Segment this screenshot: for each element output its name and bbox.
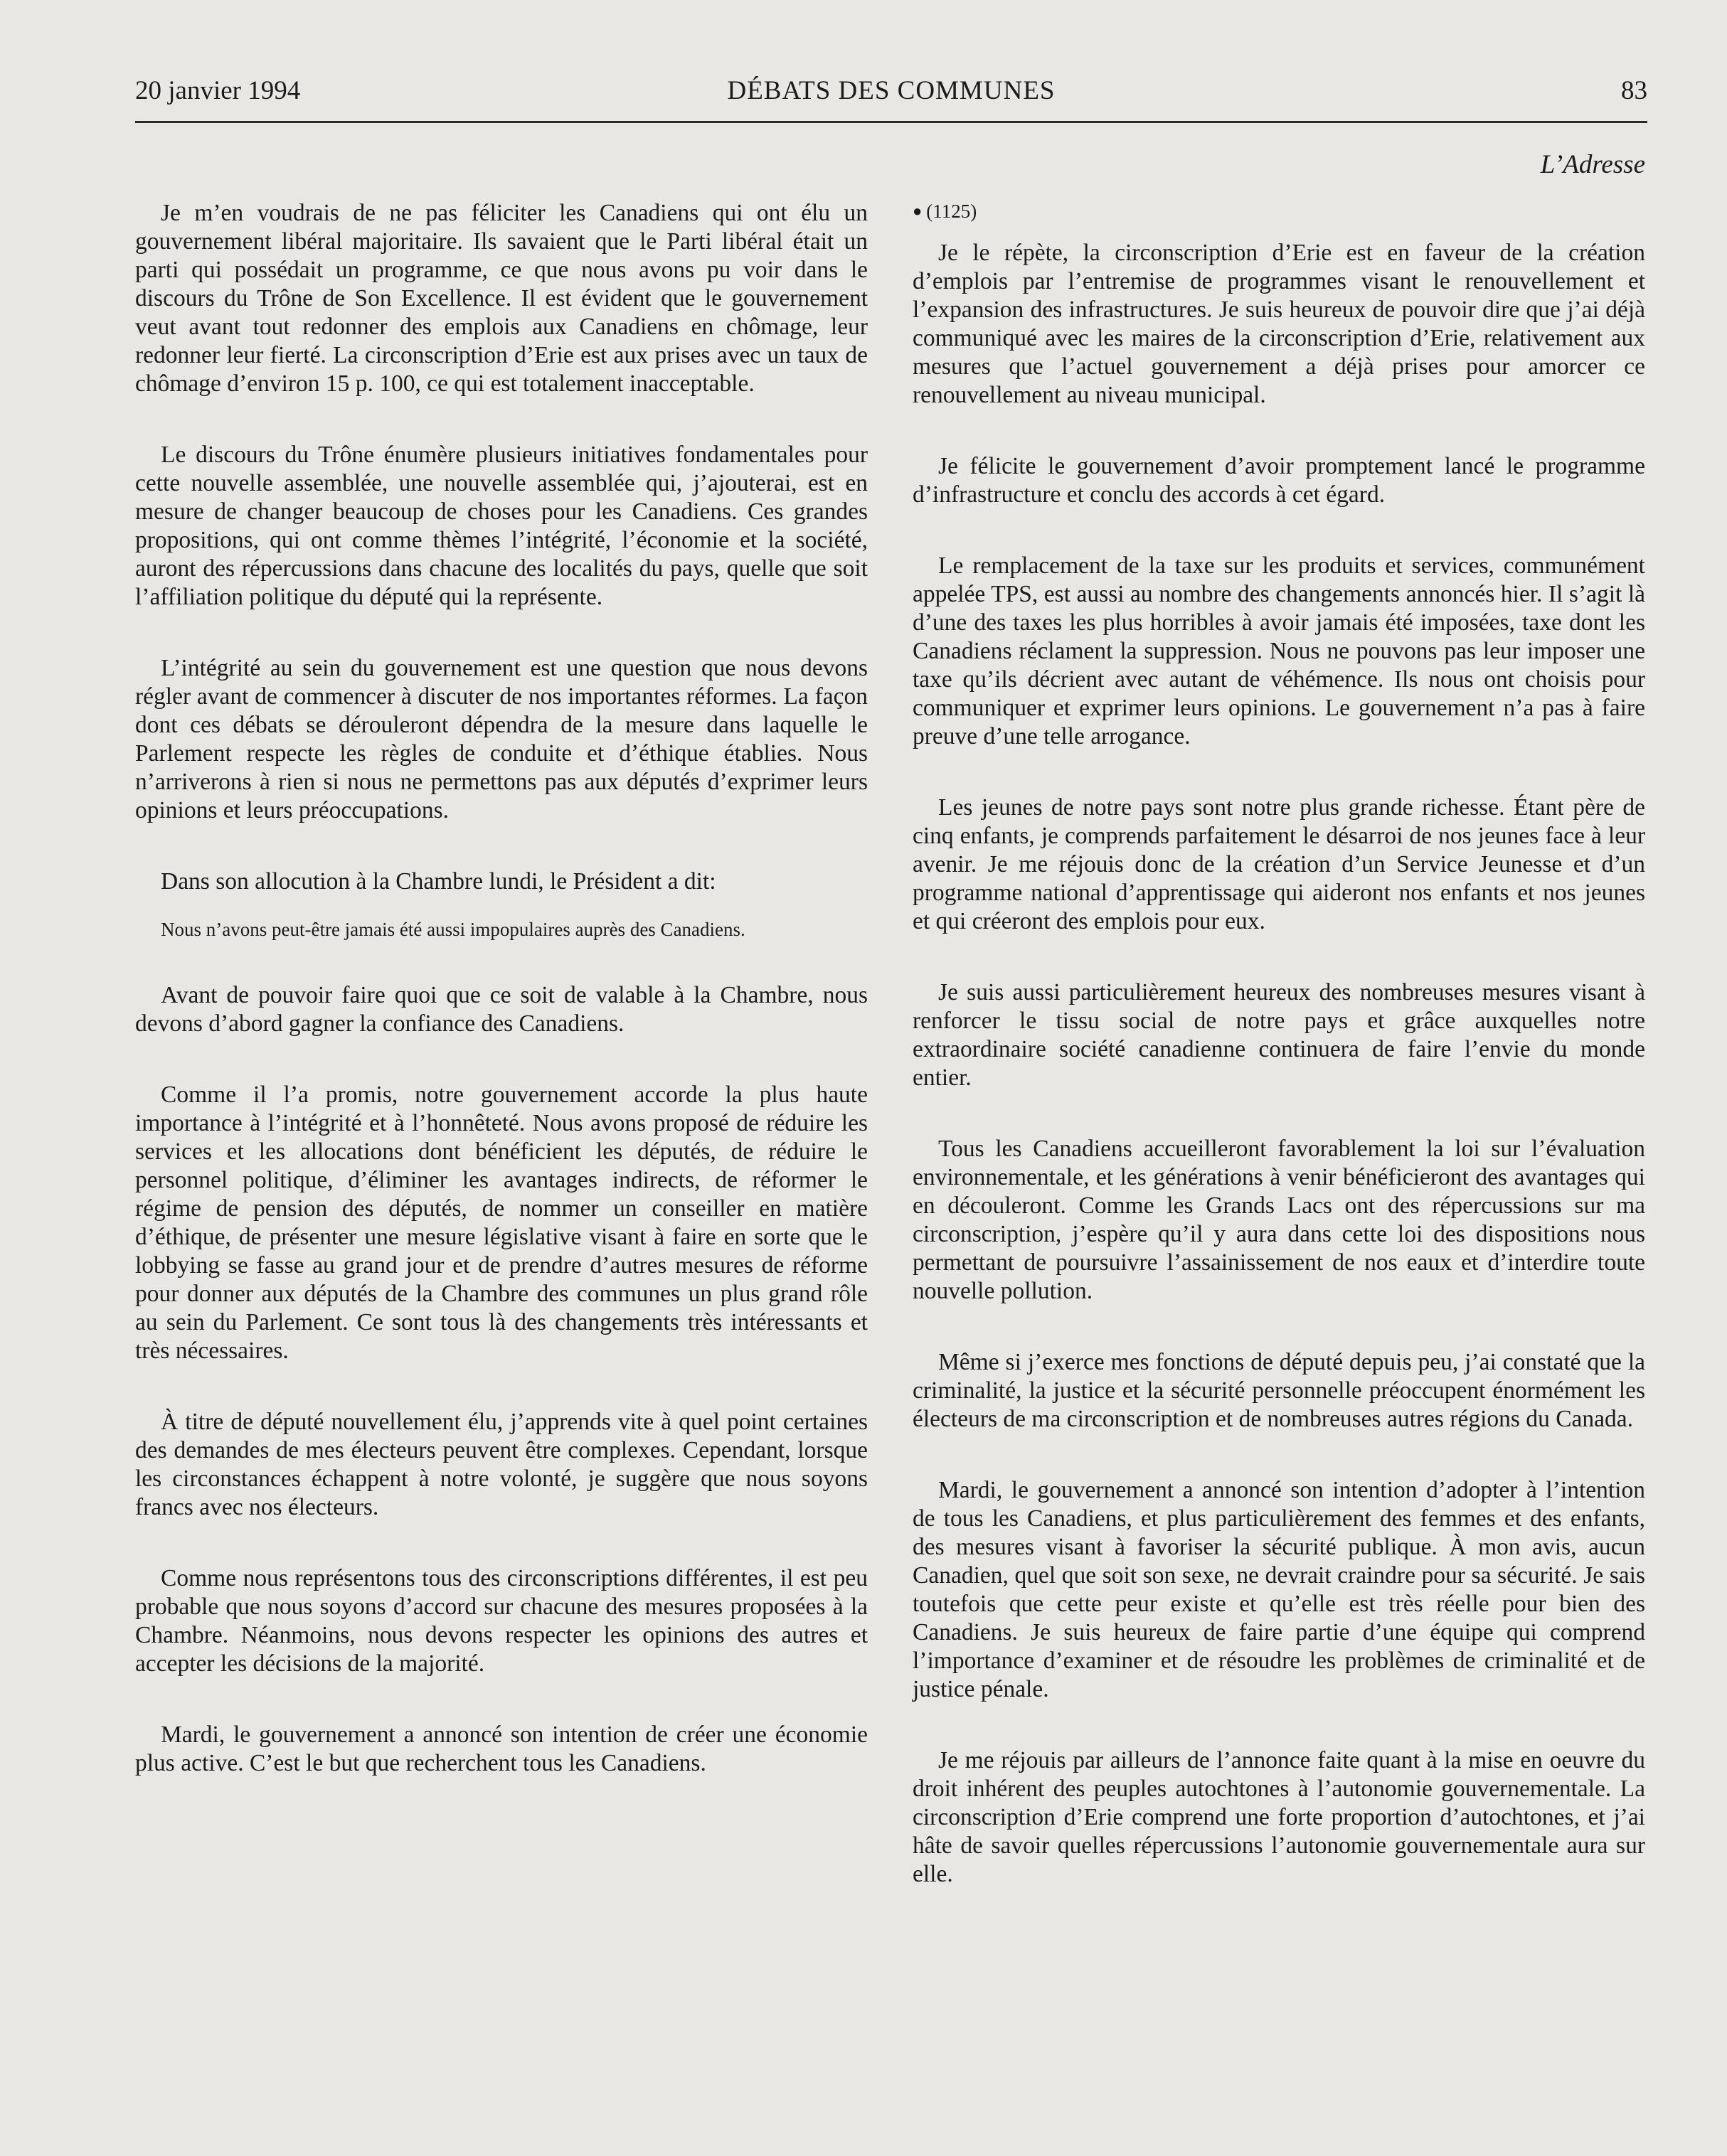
- block-quote: Nous n’avons peut-être jamais été aussi impopulaires auprès des Canadiens.: [161, 919, 745, 940]
- paragraph: Mardi, le gouvernement a annoncé son intention de créer une économie plus active. C’est le but que recherchent tous les Canadiens.: [135, 1722, 868, 1776]
- bullet-icon: ●: [913, 202, 923, 220]
- paragraph: Comme nous représentons tous des circonscriptions différentes, il est peu probable que nous soyons d’accord sur chacune des mesures proposées à la Chambre. Néanmoins, nous devons respecter les opinions des autres et accepter les décisions de la majorité.: [135, 1565, 868, 1677]
- page-header: [135, 71, 1647, 123]
- paragraph: À titre de député nouvellement élu, j’apprends vite à quel point certaines des demandes de mes électeurs peuvent être complexes. Cependant, lorsque les circonstances échappent à notre volonté, je suggère que nous soyons francs avec nos électeurs.: [135, 1409, 868, 1520]
- header-date: 20 janvier 1994: [135, 76, 301, 105]
- paragraph: L’intégrité au sein du gouvernement est une question que nous devons régler avant de commencer à discuter de nos importantes réformes. La façon dont ces débats se dérouleront dépendra de la mesure dans laquelle le Parlement respecte les règles de conduite et d’éthique établies. Nous n’arriverons à rien si nous ne permettons pas aux députés d’exprimer leurs opinions et leurs préoccupations.: [135, 655, 868, 823]
- paragraph: Avant de pouvoir faire quoi que ce soit de valable à la Chambre, nous devons d’abord gagner la confiance des Canadiens.: [135, 982, 868, 1037]
- left-column: [135, 199, 868, 1820]
- paragraph: Je le répète, la circonscription d’Erie est en faveur de la création d’emplois par l’entremise de programmes visant le renouvellement et l’expansion des infrastructures. Je suis heureux de pouvoir dire que j’ai déjà communiqué avec les maires de la circonscription d’Erie, relativement aux mesures que l’actuel gouvernement a déjà prises pour amorcer ce renouvellement au niveau municipal.: [913, 240, 1645, 408]
- paragraph: Comme il l’a promis, notre gouvernement accorde la plus haute importance à l’intégrité et à l’honnêteté. Nous avons proposé de réduire les services et les allocations dont bénéficient les députés, de réduire le personnel politique, d’éliminer les avantages indirects, de réformer le régime de pension des députés, de nommer un conseiller en matière d’éthique, de présenter une mesure législative visant à faire en sorte que le lobbying se fasse au grand jour et de prendre d’autres mesures de réforme pour donner aux députés de la Chambre des communes un plus grand rôle au sein du Parlement. Ce sont tous là des changements très intéressants et très nécessaires.: [135, 1082, 868, 1364]
- publication-title: DÉBATS DES COMMUNES: [727, 76, 1056, 105]
- paragraph: Je suis aussi particulièrement heureux des nombreuses mesures visant à renforcer le tissu social de notre pays et grâce auxquelles notre extraordinaire société canadienne continuera de faire l’envie du monde entier.: [913, 979, 1645, 1091]
- time-marker-text: (1125): [926, 201, 977, 222]
- right-column: [913, 199, 1645, 1931]
- paragraph: Je m’en voudrais de ne pas féliciter les Canadiens qui ont élu un gouvernement libéral majoritaire. Ils savaient que le Parti libéral était un parti qui possédait un programme, ce que nous avons pu voir dans le discours du Trône de Son Excellence. Il est évident que le gouvernement veut avant tout redonner des emplois aux Canadiens en chômage, leur redonner leur fierté. La circonscription d’Erie est aux prises avec un taux de chômage d’environ 15 p. 100, ce qui est totalement inacceptable.: [135, 200, 868, 397]
- paragraph: Tous les Canadiens accueilleront favorablement la loi sur l’évaluation environnementale, et les générations à venir bénéficieront des avantages qui en découleront. Comme les Grands Lacs ont des répercussions sur ma circonscription, j’espère qu’il y aura dans cette loi des dispositions nous permettant de poursuivre l’assainissement de nos eaux et d’interdire toute nouvelle pollution.: [913, 1136, 1645, 1304]
- paragraph: Le discours du Trône énumère plusieurs initiatives fondamentales pour cette nouvelle assemblée, une nouvelle assemblée qui, j’ajouterai, est en mesure de changer beaucoup de choses pour les Canadiens. Ces grandes propositions, qui ont comme thèmes l’intégrité, l’économie et la société, auront des répercussions dans chacune des localités du pays, quelle que soit l’affiliation politique du député qui la représente.: [135, 442, 868, 610]
- page-number: 83: [1621, 76, 1647, 105]
- paragraph: Le remplacement de la taxe sur les produits et services, communément appelée TPS, est aussi au nombre des changements annoncés hier. Il s’agit là d’une des taxes les plus horribles à avoir jamais été imposées, taxe dont les Canadiens réclament la suppression. Nous ne pouvons pas leur imposer une taxe qu’ils décrient avec autant de véhémence. Ils nous ont choisis pour communiquer et exprimer leurs opinions. Le gouvernement n’a pas à faire preuve d’une telle arrogance.: [913, 553, 1645, 749]
- section-rubric: L’Adresse: [1540, 150, 1645, 179]
- paragraph: Même si j’exerce mes fonctions de député depuis peu, j’ai constaté que la criminalité, la justice et la sécurité personnelle préoccupent énormément les électeurs de ma circonscription et de nombreuses autres régions du Canada.: [913, 1349, 1645, 1432]
- paragraph: Je me réjouis par ailleurs de l’annonce faite quant à la mise en oeuvre du droit inhérent des peuples autochtones à l’autonomie gouvernementale. La circonscription d’Erie comprend une forte proportion d’autochtones, et j’ai hâte de savoir quelles répercussions l’autonomie gouvernementale aura sur elle.: [913, 1747, 1645, 1887]
- time-marker: [913, 199, 1645, 223]
- paragraph: Dans son allocution à la Chambre lundi, le Président a dit:: [161, 868, 716, 895]
- paragraph: Je félicite le gouvernement d’avoir promptement lancé le programme d’infrastructure et conclu des accords à cet égard.: [913, 453, 1645, 508]
- paragraph: Mardi, le gouvernement a annoncé son intention d’adopter à l’intention de tous les Canadiens, et plus particulièrement des femmes et des enfants, des mesures visant à favoriser la sécurité publique. À mon avis, aucun Canadien, quel que soit son sexe, ne devrait craindre pour sa sécurité. Je sais toutefois que cette peur existe et qu’elle est très réelle pour bien des Canadiens. Je suis heureux de faire partie d’une équipe qui comprend l’importance d’examiner et de résoudre les problèmes de criminalité et de justice pénale.: [913, 1477, 1645, 1702]
- paragraph: Les jeunes de notre pays sont notre plus grande richesse. Étant père de cinq enfants, je comprends parfaitement le désarroi de nos jeunes face à leur avenir. Je me réjouis donc de la création d’un Service Jeunesse et d’un programme national d’apprentissage qui aideront nos enfants et nos jeunes et qui créeront des emplois pour eux.: [913, 794, 1645, 934]
